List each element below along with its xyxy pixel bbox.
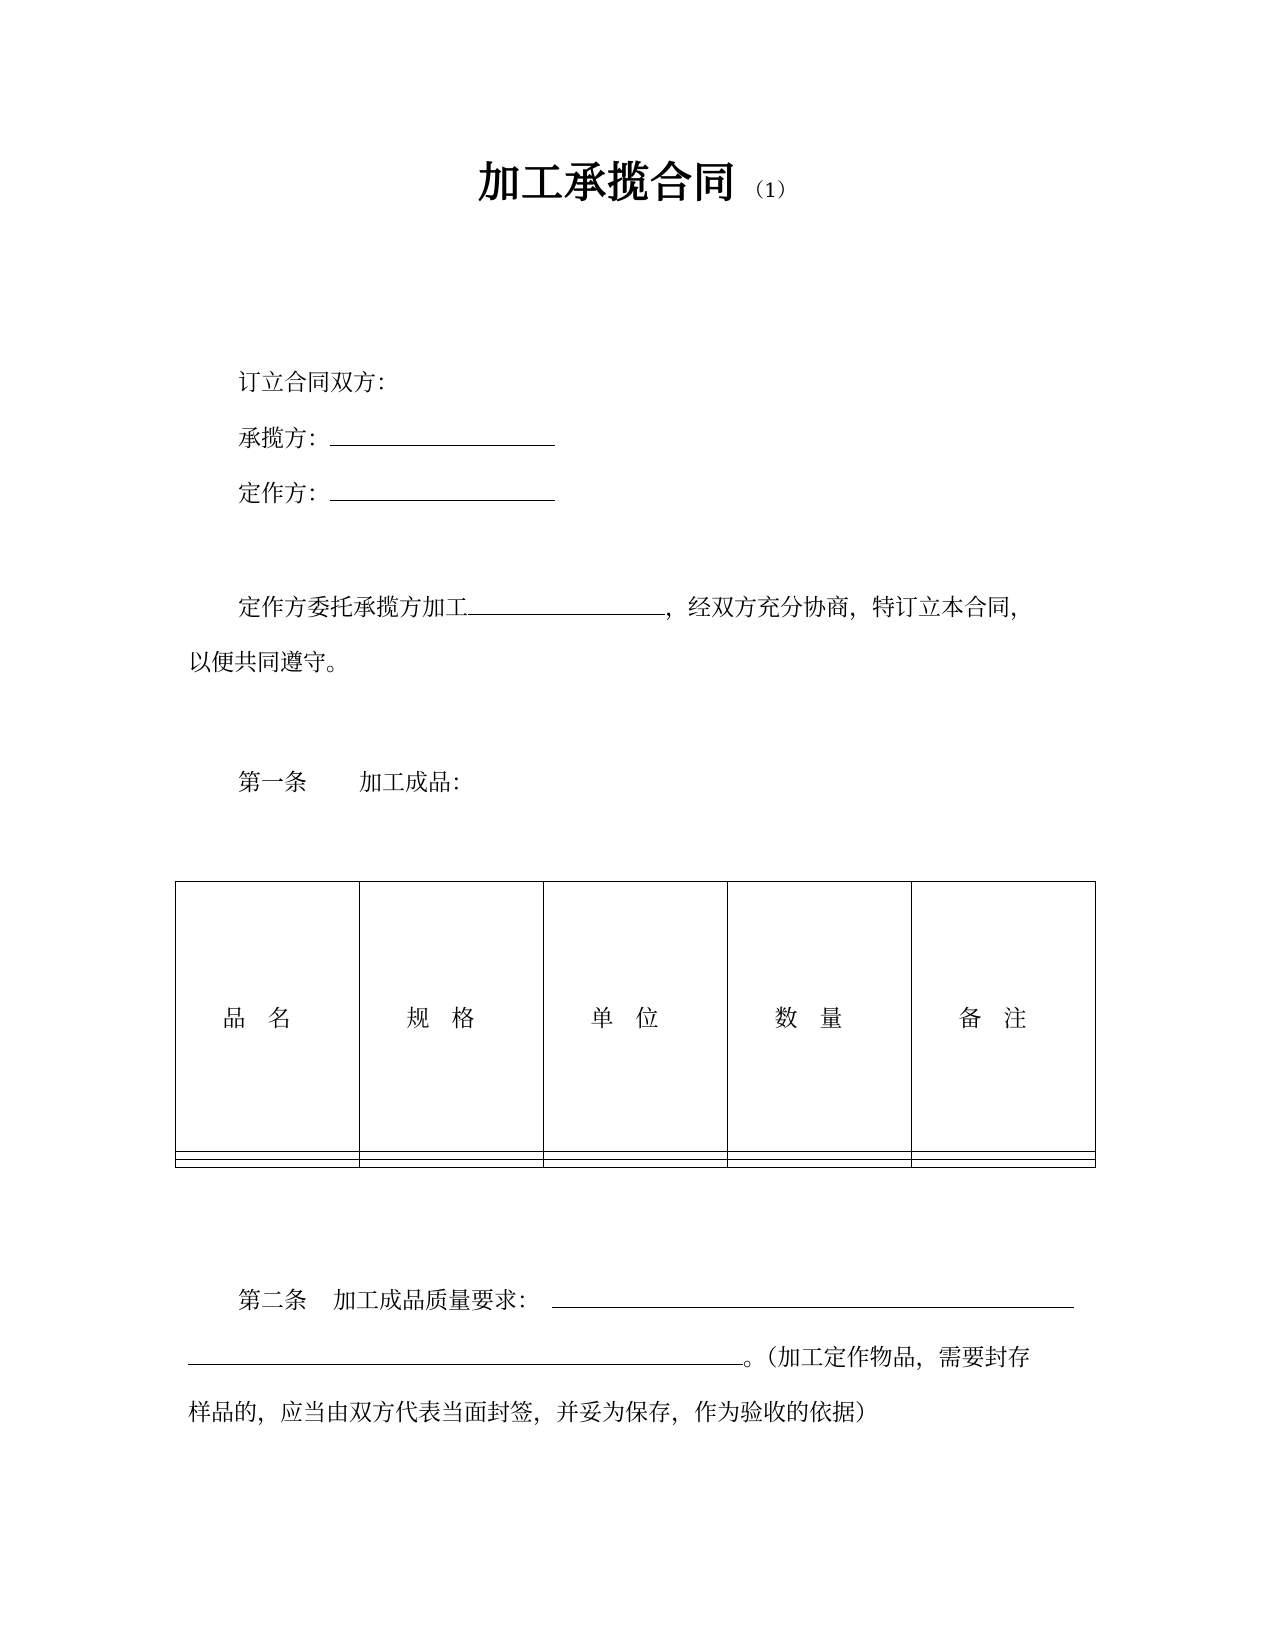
quality-blank-1[interactable] bbox=[552, 1285, 1074, 1308]
contractor-label: 承揽方： bbox=[238, 426, 330, 452]
header-spec: 规格 bbox=[360, 882, 544, 1152]
table-cell[interactable] bbox=[176, 1160, 360, 1168]
header-remarks: 备注 bbox=[912, 882, 1096, 1152]
table-cell[interactable] bbox=[728, 1160, 912, 1168]
table-row bbox=[176, 1152, 1096, 1160]
table-cell[interactable] bbox=[912, 1160, 1096, 1168]
article1-number: 第一条 bbox=[238, 770, 307, 796]
article2-continuation bbox=[188, 1342, 1031, 1373]
orderer-label: 定作方： bbox=[238, 481, 330, 507]
commission-text-a: 定作方委托承揽方加工 bbox=[238, 595, 468, 621]
article2-title: 加工成品质量要求： bbox=[333, 1288, 540, 1314]
title-block bbox=[0, 150, 1275, 210]
table-row bbox=[176, 1160, 1096, 1168]
article2-number: 第二条 bbox=[238, 1288, 307, 1314]
title-note: （1） bbox=[744, 178, 797, 202]
commission-line bbox=[238, 592, 1033, 623]
article2-line bbox=[238, 1285, 1074, 1316]
table-cell[interactable] bbox=[912, 1152, 1096, 1160]
table-cell[interactable] bbox=[544, 1152, 728, 1160]
products-table bbox=[175, 881, 1096, 1168]
header-product-name: 品名 bbox=[176, 882, 360, 1152]
table-cell[interactable] bbox=[360, 1152, 544, 1160]
commission-text-b: ，经双方充分协商，特订立本合同， bbox=[665, 595, 1033, 621]
table-cell[interactable] bbox=[544, 1160, 728, 1168]
document-title: 加工承揽合同 bbox=[478, 158, 737, 207]
commission-text-c: 以便共同遵守。 bbox=[188, 650, 349, 676]
table-cell[interactable] bbox=[728, 1152, 912, 1160]
table-header-row bbox=[176, 882, 1096, 1152]
orderer-line bbox=[238, 478, 555, 509]
article2-note-b: 样品的，应当由双方代表当面封签，并妥为保存，作为验收的依据） bbox=[188, 1400, 878, 1426]
article2-note-a: 。（加工定作物品，需要封存 bbox=[743, 1345, 1031, 1371]
article1-line bbox=[238, 768, 474, 798]
contractor-blank[interactable] bbox=[330, 423, 555, 446]
commission-item-blank[interactable] bbox=[468, 592, 665, 615]
parties-intro: 订立合同双方： bbox=[238, 370, 399, 396]
article1-title: 加工成品： bbox=[359, 770, 474, 796]
header-quantity: 数量 bbox=[728, 882, 912, 1152]
contractor-line bbox=[238, 423, 555, 454]
quality-blank-2[interactable] bbox=[188, 1342, 743, 1365]
table-cell[interactable] bbox=[360, 1160, 544, 1168]
orderer-blank[interactable] bbox=[330, 478, 555, 501]
header-unit: 单位 bbox=[544, 882, 728, 1152]
table-cell[interactable] bbox=[176, 1152, 360, 1160]
